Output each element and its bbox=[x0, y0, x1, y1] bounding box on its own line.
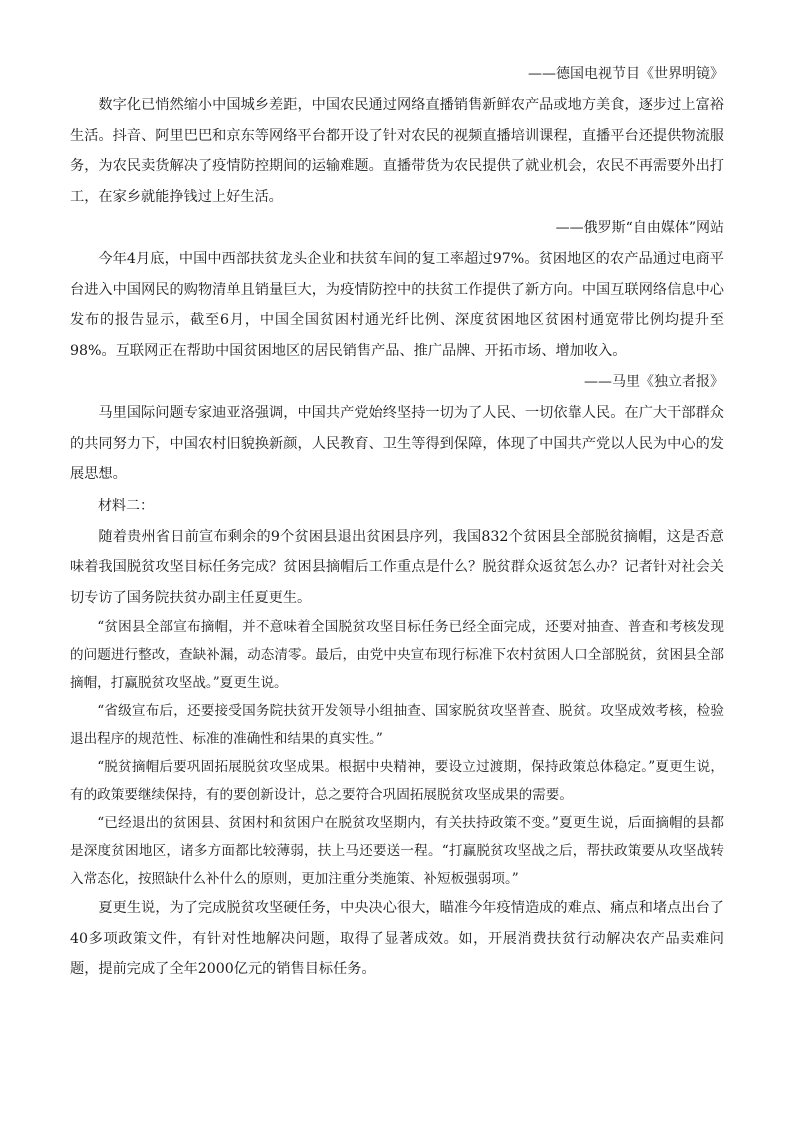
paragraph: 今年4月底，中国中西部扶贫龙头企业和扶贫车间的复工率超过97%。贫困地区的农产品通过电商平台进入中国网民的购物清单且销量巨大，为疫情防控中的扶贫工作提供了新方向。中国互联网络信息中心发布的报告显示，截至6月，中国全国贫困村通光纤比例、深度贫困地区贫困村通宽带比例均提升至98%。互联网正在帮助中国贫困地区的居民销售产品、推广品牌、开拓市场、增加收入。 bbox=[70, 251, 724, 359]
paragraph: 随着贵州省日前宣布剩余的9个贫困县退出贫困县序列，我国832个贫困县全部脱贫摘帽，这是否意味着我国脱贫攻坚目标任务完成？贫困县摘帽后工作重点是什么？脱贫群众返贫怎么办？记者针对社会关切专访了国务院扶贫办副主任夏更生。 bbox=[70, 528, 724, 606]
section-label: 材料二： bbox=[98, 497, 154, 514]
quote-paragraph: “脱贫摘帽后要巩固拓展脱贫攻坚成果。根据中央精神，要设立过渡期，保持政策总体稳定。”夏更生说，有的政策要继续保持，有的要创新设计，总之要符合巩固拓展脱贫攻坚成果的需要。 bbox=[70, 759, 724, 803]
quote-paragraph: “省级宣布后，还要接受国务院扶贫开发领导小组抽查、国家脱贫攻坚普查、脱贫。攻坚成效考核，检验退出程序的规范性、标准的准确性和结果的真实性。” bbox=[70, 703, 724, 747]
paragraph: 马里国际问题专家迪亚洛强调，中国共产党始终坚持一切为了人民、一切依靠人民。在广大干部群众的共同努力下，中国农村旧貌换新颜，人民教育、卫生等得到保障，体现了中国共产党以人民为中心的发展思想。 bbox=[70, 405, 724, 482]
quote-paragraph: “贫困县全部宣布摘帽，并不意味着全国脱贫攻坚目标任务已经全面完成，还要对抽查、普查和考核发现的问题进行整改，查缺补漏，动态清零。最后，由党中央宣布现行标准下农村贫困人口全部脱贫，贫困县全部摘帽，打赢脱贫攻坚战。”夏更生说。 bbox=[70, 619, 724, 691]
source-attribution: ——德国电视节目《世界明镜》 bbox=[528, 66, 724, 82]
source-attribution: ——马里《独立者报》 bbox=[584, 374, 724, 390]
paragraph: 夏更生说，为了完成脱贫攻坚硬任务，中央决心很大，瞄准今年疫情造成的难点、痛点和堵点出台了40多项政策文件，有针对性地解决问题，取得了显著成效。如，开展消费扶贫行动解决农产品卖难问题，提前完成了全年2000亿元的销售目标任务。 bbox=[70, 900, 724, 977]
document-page bbox=[70, 58, 724, 985]
quote-paragraph: “已经退出的贫困县、贫困村和贫困户在脱贫攻坚期内，有关扶持政策不变。”夏更生说，后面摘帽的县都是深度贫困地区，诸多方面都比较薄弱，扶上马还要送一程。“打赢脱贫攻坚战之后，帮扶政策要从攻坚战转入常态化，按照缺什么补什么的原则，更加注重分类施策、补短板强弱项。” bbox=[70, 815, 724, 887]
paragraph: 数字化已悄然缩小中国城乡差距，中国农民通过网络直播销售新鲜农产品或地方美食，逐步过上富裕生活。抖音、阿里巴巴和京东等网络平台都开设了针对农民的视频直播培训课程，直播平台还提供物流服务，为农民卖货解决了疫情防控期间的运输难题。直播带货为农民提供了就业机会，农民不再需要外出打工，在家乡就能挣钱过上好生活。 bbox=[70, 97, 724, 205]
source-attribution: ——俄罗斯“自由媒体”网站 bbox=[555, 220, 724, 236]
